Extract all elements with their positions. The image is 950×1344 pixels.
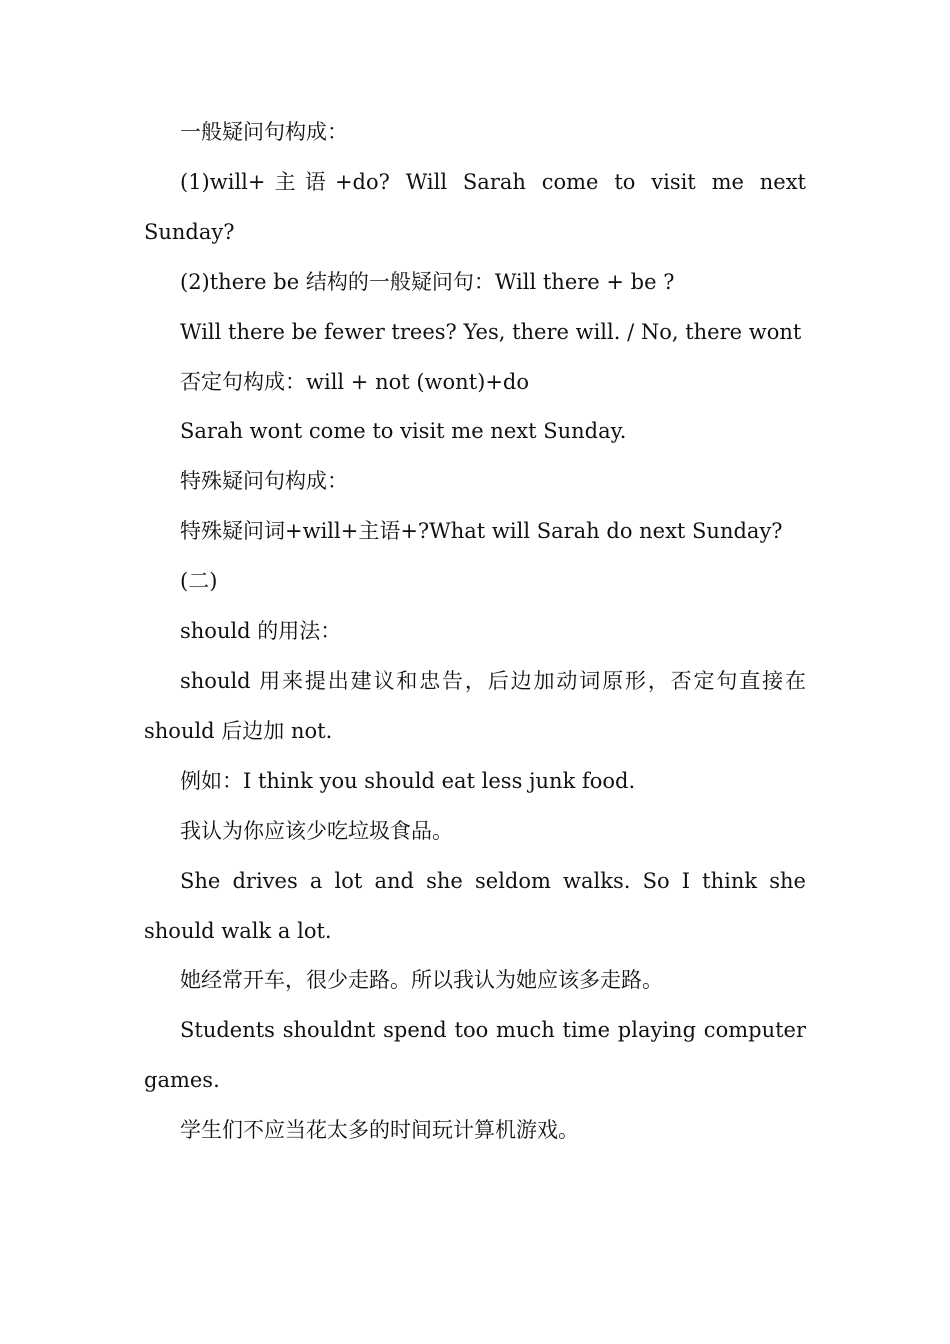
paragraph: Students shouldnt spend too much time playing computer games.	[144, 1018, 806, 1093]
paragraph: 特殊疑问句构成：	[180, 469, 348, 494]
paragraph: (1)will+主语+do? Will Sarah come to visit me next Sunday?	[144, 169, 806, 244]
paragraph: 否定句构成：will + not (wont)+do	[180, 369, 530, 394]
paragraph: 一般疑问句构成：	[180, 120, 348, 144]
paragraph: Sarah wont come to visit me next Sunday.	[180, 419, 627, 444]
paragraph: Will there be fewer trees? Yes, there will. / No, there wont	[180, 319, 802, 344]
document-body	[144, 108, 806, 1156]
paragraph: 她经常开车，很少走路。所以我认为她应该多走路。	[180, 968, 663, 993]
paragraph: She drives a lot and she seldom walks. So I think she should walk a lot.	[144, 868, 806, 943]
paragraph: (2)there be 结构的一般疑问句：Will there + be ?	[180, 269, 675, 294]
paragraph: 例如：I think you should eat less junk food.	[180, 768, 636, 793]
paragraph: (二)	[180, 569, 218, 594]
paragraph: 我认为你应该少吃垃圾食品。	[180, 818, 453, 843]
paragraph: 学生们不应当花太多的时间玩计算机游戏。	[180, 1118, 579, 1143]
paragraph: should 的用法：	[180, 619, 342, 644]
paragraph: should 用来提出建议和忠告，后边加动词原形，否定句直接在 should 后边加 not.	[144, 668, 806, 743]
paragraph: 特殊疑问词+will+主语+?What will Sarah do next Sunday?	[180, 519, 783, 544]
